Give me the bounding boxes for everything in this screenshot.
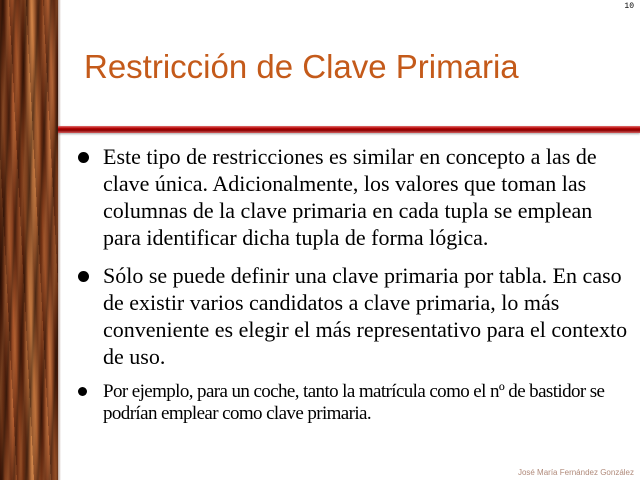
slide-title: Restricción de Clave Primaria — [84, 48, 519, 85]
title-divider-rule — [58, 126, 640, 133]
wood-sidebar-decoration — [0, 0, 58, 480]
page-number: 10 — [624, 2, 634, 11]
bullet-dot-icon — [78, 152, 89, 163]
bullet-dot-icon — [78, 271, 89, 282]
bullet-item — [78, 143, 628, 251]
bullet-dot-icon — [78, 387, 87, 396]
author-footer: José María Fernández González — [517, 468, 634, 477]
bullet-item — [78, 381, 628, 425]
sidebar-edge-shadow — [58, 0, 61, 480]
bullet-item — [78, 262, 628, 370]
bullet-text: Este tipo de restricciones es similar en concepto a las de clave única. Adicionalmente, los valores que toman las columnas de la clave primaria en cada tupla se emplean para identificar dicha tupla de forma lógica. — [103, 144, 597, 250]
bullet-list — [78, 143, 628, 425]
bullet-text: Sólo se puede definir una clave primaria por tabla. En caso de existir varios candidatos a clave primaria, lo más conveniente es elegir el más representativo para el contexto de uso. — [103, 263, 628, 369]
bullet-text: Por ejemplo, para un coche, tanto la matrícula como el nº de bastidor se podrían emplear como clave primaria. — [103, 381, 605, 424]
